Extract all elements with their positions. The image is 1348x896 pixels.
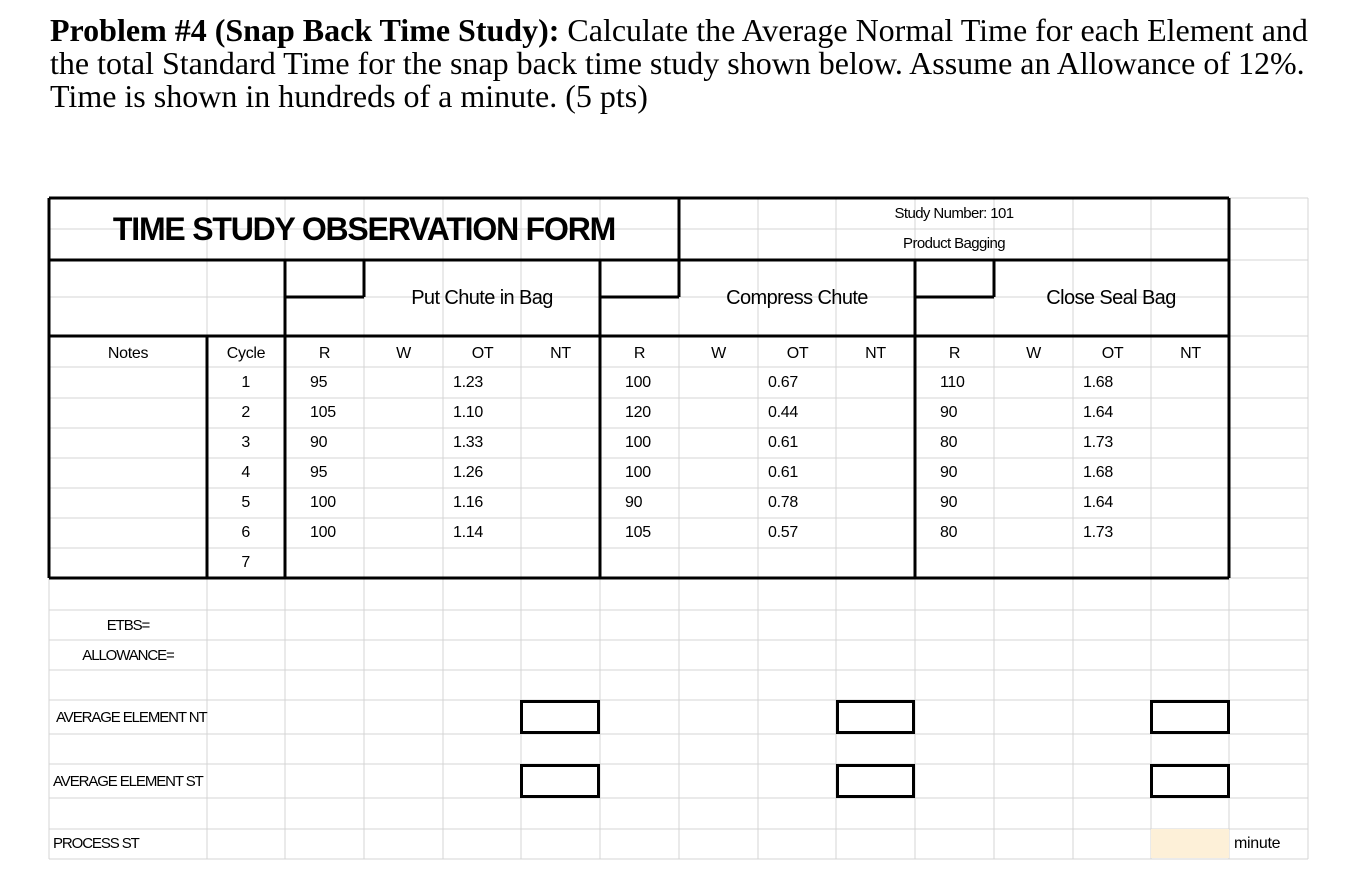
observed-time: 1.10 [453,404,483,421]
rating-value: 120 [625,404,651,421]
col-notes: Notes [107,345,149,362]
rating-value: 95 [310,464,328,481]
cycle-number: 1 [241,374,250,391]
rating-value: 100 [310,524,336,541]
col-header-r: R [633,345,646,362]
rating-value: 80 [940,524,958,541]
process-st-label: PROCESS ST [53,835,139,852]
process-st-answer-cell[interactable] [1151,829,1229,858]
observed-time: 1.73 [1083,434,1113,451]
observed-time: 0.78 [768,494,798,511]
allowance-label: ALLOWANCE= [82,647,174,664]
col-header-w: W [396,345,411,362]
rating-value: 95 [310,374,328,391]
element-compress-chute: Compress Chute [726,287,868,309]
rating-value: 90 [940,494,958,511]
col-header-w: W [711,345,726,362]
avg-nt-box-close-seal[interactable] [1150,700,1230,734]
observed-time: 0.44 [768,404,798,421]
problem-heading: Problem #4 (Snap Back Time Study): [50,12,560,48]
avg-element-st-label: AVERAGE ELEMENT ST [53,773,203,790]
observed-time: 1.68 [1083,464,1113,481]
rating-value: 90 [625,494,643,511]
cycle-number: 7 [241,554,250,571]
product-name: Product Bagging [903,235,1005,252]
observed-time: 1.64 [1083,404,1113,421]
col-header-ot: OT [786,345,809,362]
rating-value: 100 [625,464,651,481]
rating-value: 90 [940,464,958,481]
rating-value: 90 [310,434,328,451]
col-header-w: W [1026,345,1041,362]
rating-value: 90 [940,404,958,421]
observed-time: 1.23 [453,374,483,391]
rating-value: 100 [310,494,336,511]
cycle-number: 3 [241,434,250,451]
element-put-chute: Put Chute in Bag [411,287,553,309]
element-close-seal: Close Seal Bag [1046,287,1176,309]
col-header-ot: OT [471,345,494,362]
observed-time: 0.61 [768,464,798,481]
avg-nt-box-compress[interactable] [836,700,915,734]
observed-time: 1.14 [453,524,483,541]
rating-value: 100 [625,434,651,451]
col-header-ot: OT [1101,345,1124,362]
study-number: Study Number: 101 [894,205,1014,222]
cycle-number: 6 [241,524,250,541]
rating-value: 110 [940,374,965,391]
col-header-r: R [318,345,331,362]
observed-time: 0.57 [768,524,798,541]
observed-time: 1.64 [1083,494,1113,511]
cycle-number: 5 [241,494,250,511]
observed-time: 0.67 [768,374,798,391]
col-header-r: R [948,345,961,362]
col-header-nt: NT [1180,345,1201,362]
col-cycle: Cycle [226,345,266,362]
rating-value: 105 [625,524,651,541]
problem-text: Calculate the Average Normal Time for each Element and the total Standard Time for the snap back time study shown below. Assume an Allowance of 12%. Time is shown in hundreds of a minute. (5 pts) [50,12,1308,114]
avg-element-nt-label: AVERAGE ELEMENT NT [56,709,207,726]
avg-nt-box-put-chute[interactable] [520,700,600,734]
rating-value: 100 [625,374,651,391]
observed-time: 1.73 [1083,524,1113,541]
rating-value: 105 [310,404,336,421]
observed-time: 1.26 [453,464,483,481]
avg-st-box-close-seal[interactable] [1150,764,1230,798]
rating-value: 80 [940,434,958,451]
cycle-number: 4 [241,464,250,481]
avg-st-box-put-chute[interactable] [520,764,600,798]
avg-st-box-compress[interactable] [836,764,915,798]
observed-time: 0.61 [768,434,798,451]
observed-time: 1.33 [453,434,483,451]
form-title: TIME STUDY OBSERVATION FORM [112,211,616,247]
unit-minute: minute [1234,835,1281,852]
observed-time: 1.16 [453,494,483,511]
etbs-label: ETBS= [106,617,150,634]
observed-time: 1.68 [1083,374,1113,391]
col-header-nt: NT [550,345,571,362]
cycle-number: 2 [241,404,250,421]
col-header-nt: NT [865,345,886,362]
